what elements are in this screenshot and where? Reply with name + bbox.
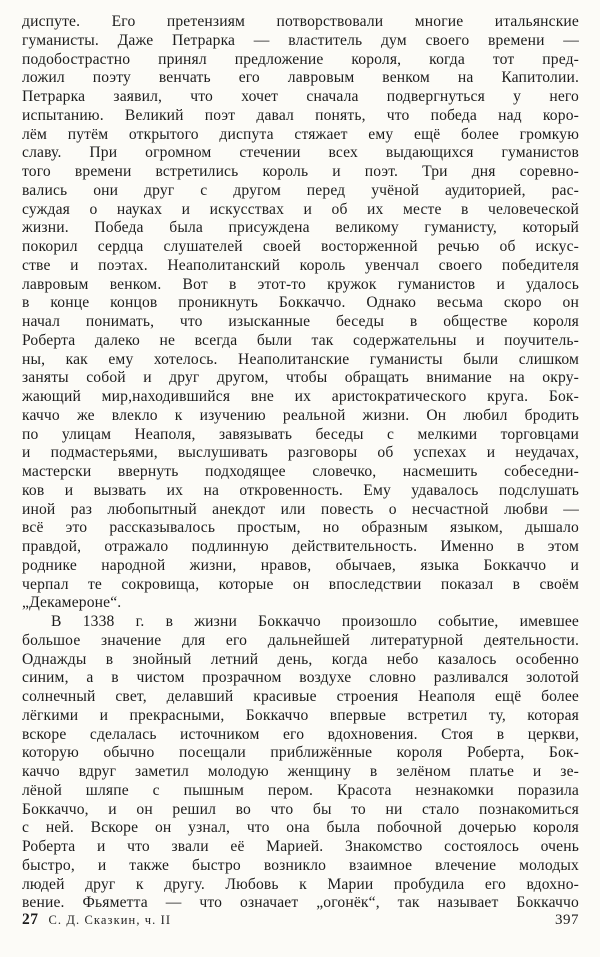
text-line: вались они друг с другом перед учёной аудиторией, рас- [22, 181, 579, 199]
text-line: покорил сердца слушателей своей восторженной речью об искус- [22, 238, 579, 255]
body-text [22, 13, 579, 913]
signature-label: С. Д. Сказкин, ч. II [48, 913, 172, 927]
text-line: жающий мир,находившийся вне их аристократического круга. Бок- [22, 388, 579, 405]
text-line: подобострастно принял предложение короля, когда тот пред- [22, 50, 579, 68]
page-footer [22, 911, 579, 929]
text-line: каччо же влекло к изучению реальной жизни. Он любил бродить [22, 406, 579, 424]
text-line: Роберта и что звали её Марией. Знакомство состоялось очень [22, 838, 579, 855]
text-line: солнечный свет, делавший красивые строения Неаполя ещё более [22, 688, 579, 705]
text-line: начал понимать, что изысканные беседы в обществе короля [22, 313, 579, 330]
text-line: мастерски ввернуть подходящее словечко, насмешить собеседни- [22, 463, 579, 480]
text-line: в конце концов проникнуть Боккаччо. Однако весьма скоро он [22, 294, 579, 312]
text-line: с ней. Вскоре он узнал, что она была побочной дочерью короля [22, 819, 579, 837]
text-line: вение. Фьяметта — что означает „огонёк“, так называет Боккаччо [22, 894, 579, 912]
text-line: роднике народной жизни, нравов, обычаев, языка Боккаччо и [22, 556, 579, 574]
page-number: 397 [555, 912, 579, 928]
text-line-paragraph-end: „Декамероне“. [22, 594, 122, 612]
signature-number: 27 [22, 911, 39, 928]
text-line: иной раз любопытный анекдот или повесть о несчастной любви — [22, 500, 579, 518]
text-line: Петрарка заявил, что хочет сначала подвергнуться у него [22, 88, 579, 105]
text-line: гуманисты. Даже Петрарка — властитель дум своего времени — [22, 31, 579, 49]
text-line: суждая о науках и искусствах и об их месте в человеческой [22, 200, 579, 218]
text-line: синим, а в чистом прозрачном воздухе словно разливался золотой [22, 669, 579, 687]
text-line: людей друг к другу. Любовь к Марии пробудила его вдохно- [22, 875, 579, 893]
text-line: славу. При огромном стечении всех выдающихся гуманистов [22, 144, 579, 162]
text-line-paragraph-start: В 1338 г. в жизни Боккаччо произошло событие, имевшее [51, 613, 579, 630]
text-line: испытанию. Великий поэт давал понять, что победа над коро- [22, 106, 579, 124]
text-line: правдой, отражало подлинную действительность. Именно в этом [22, 538, 579, 555]
text-line: по улицам Неаполя, завязывать беседы с мелкими торговцами [22, 425, 579, 443]
text-line: которую обычно посещали приближённые короля Роберта, Бок- [22, 744, 579, 762]
text-line: черпал те сокровища, которые он впоследствии показал в своём [22, 575, 579, 593]
text-line: лёной шляпе с пышным пером. Красота незнакомки поразила [22, 781, 579, 799]
text-line: лём путём открытого диспута стяжает ему ещё более громкую [22, 125, 579, 143]
text-line: лёгкими и прекрасными, Боккаччо впервые встретил ту, которая [22, 706, 579, 724]
text-line: ложил поэту венчать его лавровым венком на Капитолии. [22, 69, 579, 87]
text-line: быстро, и также быстро возникло взаимное влечение молодых [22, 856, 579, 874]
text-line: каччо вдруг заметил молодую женщину в зелёном платье и зе- [22, 763, 579, 780]
text-line: и подмастерьями, выслушивать разговоры об успехах и неудачах, [22, 444, 579, 462]
text-line: стве и поэтах. Неаполитанский король увенчал своего победителя [22, 256, 579, 274]
text-line: заняты собой и друг другом, чтобы обращать внимание на окру- [22, 369, 579, 387]
text-line: Роберта далеко не всегда были так содержательны и поучитель- [22, 331, 579, 349]
text-line: большое значение для его дальнейшей литературной деятельности. [22, 631, 579, 649]
text-line: того времени встретились король и поэт. Три дня соревно- [22, 163, 579, 180]
text-line: Боккаччо, и он решил во что бы то ни стало познакомиться [22, 800, 579, 818]
text-line: Однажды в знойный летний день, когда небо казалось особенно [22, 650, 579, 668]
text-line: жизни. Победа была присуждена великому гуманисту, который [22, 219, 579, 237]
text-line: ны, как ему хотелось. Неаполитанские гуманисты были слишком [22, 350, 579, 368]
text-line: ков и вызвать их на откровенность. Ему удавалось подслушать [22, 481, 579, 499]
text-line: лавровым венком. Вот в этот-то кружок гуманистов и удалось [22, 275, 579, 293]
text-line: всё это рассказывалось простым, но образным языком, дышало [22, 519, 579, 537]
text-line: вскоре сделалась источником его вдохновения. Стоя в церкви, [22, 725, 579, 743]
text-line: диспуте. Его претензиям потворствовали многие итальянские [22, 13, 579, 30]
